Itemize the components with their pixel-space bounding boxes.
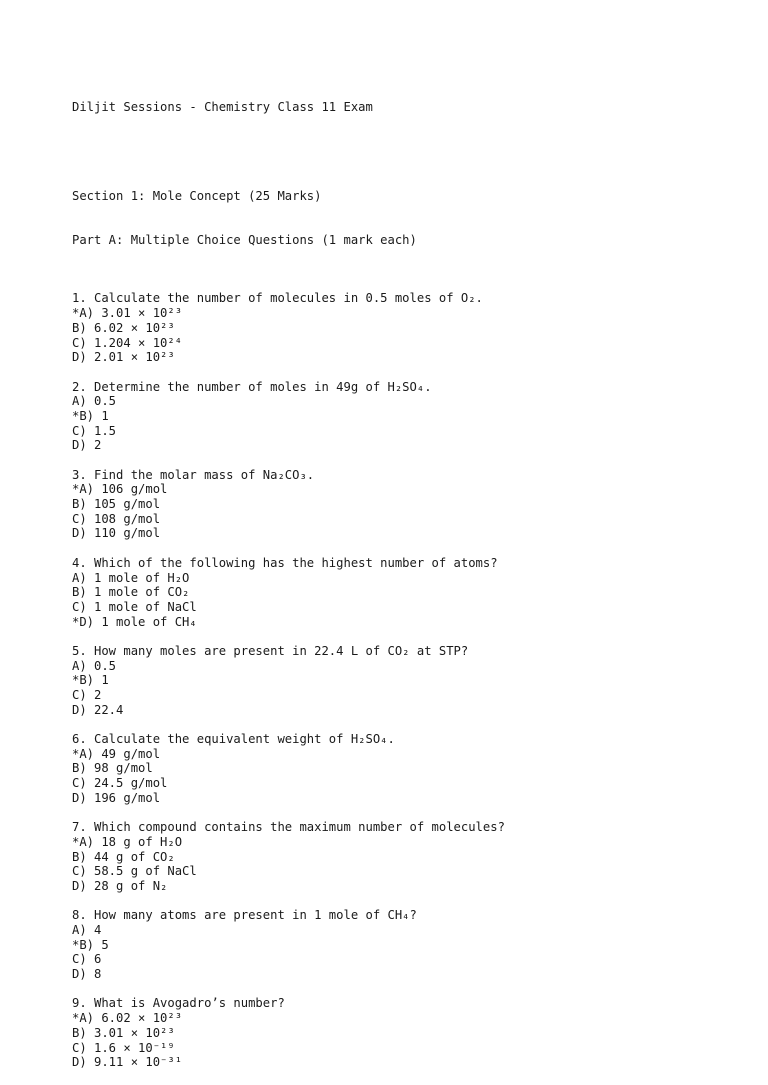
document-title: Diljit Sessions - Chemistry Class 11 Exam [72,100,373,115]
question-stem: 9. What is Avogadro’s number? [72,996,285,1011]
question-4 [72,556,732,629]
spacer [72,277,732,292]
part-heading: Part A: Multiple Choice Questions (1 mark each) [72,232,417,247]
answer-option: *A) 18 g of H₂O [72,834,183,849]
spacer [72,806,732,821]
answer-option: *D) 1 mole of CH₄ [72,614,197,629]
question-2 [72,380,732,453]
answer-option: D) 2 [72,438,102,453]
answer-option: *B) 1 [72,408,109,423]
spacer [72,982,732,997]
question-stem: 1. Calculate the number of molecules in 0.5 moles of O₂. [72,291,483,306]
answer-option: *A) 3.01 × 10²³ [72,306,183,321]
answer-option: A) 0.5 [72,394,117,409]
spacer [72,717,732,732]
section-heading: Section 1: Mole Concept (25 Marks) [72,188,322,203]
answer-option: D) 110 g/mol [72,526,161,541]
spacer [72,541,732,556]
answer-option: A) 4 [72,923,102,938]
spacer [72,453,732,468]
answer-option: *A) 6.02 × 10²³ [72,1011,183,1026]
question-9 [72,996,732,1069]
question-stem: 4. Which of the following has the highest number of atoms? [72,555,498,570]
exam-document [72,71,732,1085]
answer-option: C) 58.5 g of NaCl [72,864,197,879]
answer-option: *A) 106 g/mol [72,482,168,497]
answer-option: *B) 5 [72,937,109,952]
spacer [72,629,732,644]
question-stem: 7. Which compound contains the maximum number of molecules? [72,820,505,835]
answer-option: B) 105 g/mol [72,497,161,512]
answer-option: D) 2.01 × 10²³ [72,350,175,365]
answer-option: B) 44 g of CO₂ [72,849,175,864]
spacer [72,145,732,160]
question-list [72,277,732,1070]
answer-option: B) 6.02 × 10²³ [72,320,175,335]
question-stem: 8. How many atoms are present in 1 mole of CH₄? [72,908,417,923]
question-stem: 5. How many moles are present in 22.4 L of CO₂ at STP? [72,643,469,658]
answer-option: D) 22.4 [72,702,124,717]
spacer [72,894,732,909]
answer-option: C) 1.6 × 10⁻¹⁹ [72,1040,175,1055]
answer-option: C) 6 [72,952,102,967]
answer-option: C) 2 [72,688,102,703]
question-stem: 3. Find the molar mass of Na₂CO₃. [72,467,315,482]
answer-option: D) 9.11 × 10⁻³¹ [72,1055,183,1070]
question-stem: 6. Calculate the equivalent weight of H₂SO₄. [72,732,395,747]
question-1 [72,291,732,364]
answer-option: C) 24.5 g/mol [72,776,168,791]
answer-option: A) 0.5 [72,658,117,673]
answer-option: C) 1.204 × 10²⁴ [72,335,183,350]
spacer [72,365,732,380]
answer-option: D) 28 g of N₂ [72,878,168,893]
question-6 [72,732,732,805]
answer-option: C) 1 mole of NaCl [72,599,197,614]
question-7 [72,820,732,893]
answer-option: D) 196 g/mol [72,790,161,805]
answer-option: A) 1 mole of H₂O [72,570,190,585]
answer-option: B) 1 mole of CO₂ [72,585,190,600]
answer-option: B) 98 g/mol [72,761,153,776]
question-3 [72,468,732,541]
question-stem: 2. Determine the number of moles in 49g of H₂SO₄. [72,379,432,394]
answer-option: C) 108 g/mol [72,511,161,526]
answer-option: *B) 1 [72,673,109,688]
answer-option: C) 1.5 [72,423,117,438]
answer-option: *A) 49 g/mol [72,746,161,761]
answer-option: D) 8 [72,967,102,982]
question-8 [72,908,732,981]
question-5 [72,644,732,717]
answer-option: B) 3.01 × 10²³ [72,1025,175,1040]
